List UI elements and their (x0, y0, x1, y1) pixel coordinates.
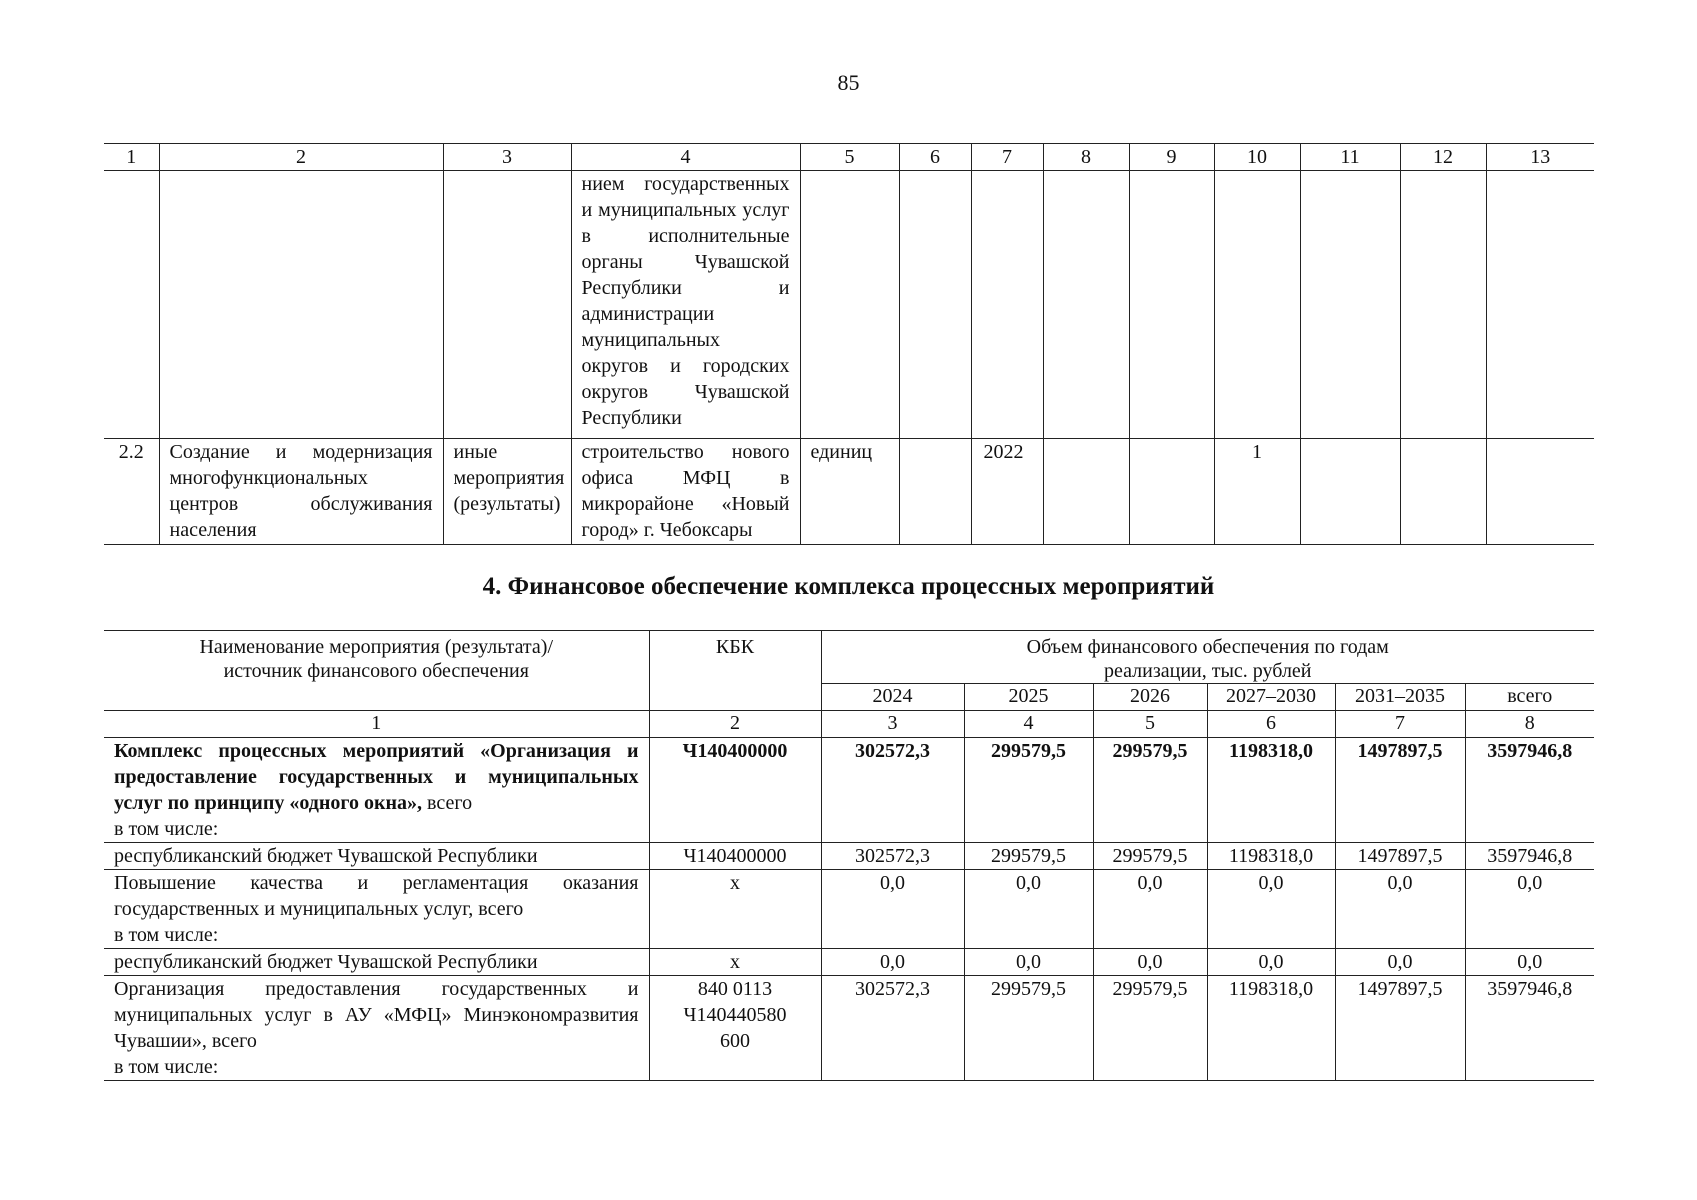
table1-header-cell: 4 (571, 144, 800, 171)
row-name: республиканский бюджет Чувашской Республики (104, 949, 649, 976)
row-kbk: Ч140400000 (649, 738, 821, 843)
value-total: 3597946,8 (1465, 843, 1594, 870)
row-name-tail: всего (422, 792, 473, 814)
table1-header-cell: 5 (800, 144, 899, 171)
row-name: республиканский бюджет Чувашской Республики (104, 843, 649, 870)
indicators-table (104, 143, 1594, 545)
row-kbk (649, 976, 821, 1081)
value-2031-2035: 0,0 (1335, 870, 1465, 949)
header-volume: Объем финансового обеспечения по годам реализации, тыс. рублей (821, 631, 1594, 684)
row-name (104, 738, 649, 843)
value-2031-2035: 1497897,5 (1335, 738, 1465, 843)
value-col10: 1 (1214, 439, 1300, 545)
header-name: Наименование мероприятия (результата)/ источник финансового обеспечения (104, 631, 649, 711)
table1-header-cell: 8 (1043, 144, 1129, 171)
index-cell: 1 (104, 711, 649, 738)
year-header: 2026 (1093, 684, 1207, 711)
value-2024: 0,0 (821, 949, 964, 976)
index-cell: 4 (964, 711, 1093, 738)
unit: единиц (800, 439, 899, 545)
value-2031-2035: 1497897,5 (1335, 976, 1465, 1081)
year-header: всего (1465, 684, 1594, 711)
table2-index-row (104, 711, 1594, 738)
value-2026: 0,0 (1093, 949, 1207, 976)
row-name (104, 976, 649, 1081)
value-2025: 0,0 (964, 870, 1093, 949)
row-number: 2.2 (104, 439, 159, 545)
value-2024: 0,0 (821, 870, 964, 949)
row-name-bold: Комплекс процессных мероприятий «Организация и предоставление государственных и муниципальных услуг по принципу «одного окна», (114, 740, 639, 814)
cell-col11 (1300, 439, 1400, 545)
kbk-line: 840 0113 (697, 978, 773, 1000)
value-2031-2035: 0,0 (1335, 949, 1465, 976)
table1-header-cell: 12 (1400, 144, 1486, 171)
table1-header-cell: 10 (1214, 144, 1300, 171)
value-2024: 302572,3 (821, 738, 964, 843)
value-2025: 0,0 (964, 949, 1093, 976)
value-2027-2030: 0,0 (1207, 870, 1335, 949)
index-cell: 8 (1465, 711, 1594, 738)
value-2027-2030: 1198318,0 (1207, 843, 1335, 870)
table1-row-2-2 (104, 439, 1594, 545)
value-2026: 299579,5 (1093, 738, 1207, 843)
table-row (104, 870, 1594, 949)
table1-header-cell: 13 (1486, 144, 1594, 171)
table1-header-cell: 11 (1300, 144, 1400, 171)
kbk-line: Ч140440580 (683, 1004, 787, 1026)
table1-header-row (104, 144, 1594, 171)
year-header: 2027–2030 (1207, 684, 1335, 711)
cell-col9 (1129, 439, 1214, 545)
year-header: 2025 (964, 684, 1093, 711)
event-type: иные мероприятия (результаты) (443, 439, 571, 545)
event-name: Создание и модернизация многофункциональных центров обслуживания населения (159, 439, 443, 545)
value-2031-2035: 1497897,5 (1335, 843, 1465, 870)
index-cell: 2 (649, 711, 821, 738)
row-name-sub: в том числе: (114, 818, 219, 840)
value-total: 0,0 (1465, 949, 1594, 976)
row-kbk: Ч140400000 (649, 843, 821, 870)
table2-header-row (104, 631, 1594, 684)
value-2027-2030: 0,0 (1207, 949, 1335, 976)
continuation-cell-text: нием государственных и муниципальных услуг в исполнительные органы Чувашской Республики и администрации муниципальных округов и городских округов Чувашской Республики (571, 171, 800, 439)
row-kbk: x (649, 949, 821, 976)
value-2026: 299579,5 (1093, 843, 1207, 870)
base-year: 2022 (971, 439, 1043, 545)
value-total: 0,0 (1465, 870, 1594, 949)
value-2027-2030: 1198318,0 (1207, 738, 1335, 843)
table-row (104, 843, 1594, 870)
row-kbk: x (649, 870, 821, 949)
kbk-line: 600 (720, 1030, 750, 1052)
header-kbk: КБК (649, 631, 821, 711)
result-description: строительство нового офиса МФЦ в микрорайоне «Новый город» г. Чебоксары (571, 439, 800, 545)
cell-col6 (899, 439, 971, 545)
index-cell: 6 (1207, 711, 1335, 738)
value-2024: 302572,3 (821, 976, 964, 1081)
value-2025: 299579,5 (964, 738, 1093, 843)
cell-col12 (1400, 439, 1486, 545)
table1-header-cell: 2 (159, 144, 443, 171)
value-total: 3597946,8 (1465, 738, 1594, 843)
row-name-sub: в том числе: (114, 924, 219, 946)
table1-continuation-row (104, 171, 1594, 439)
year-header: 2031–2035 (1335, 684, 1465, 711)
table1-header-cell: 1 (104, 144, 159, 171)
index-cell: 3 (821, 711, 964, 738)
value-2025: 299579,5 (964, 976, 1093, 1081)
table1-header-cell: 7 (971, 144, 1043, 171)
value-2026: 299579,5 (1093, 976, 1207, 1081)
financing-table (104, 630, 1594, 1081)
table-row (104, 949, 1594, 976)
value-2025: 299579,5 (964, 843, 1093, 870)
section-title: 4. Финансовое обеспечение комплекса процессных мероприятий (482, 573, 1215, 600)
value-2027-2030: 1198318,0 (1207, 976, 1335, 1081)
table1-header-cell: 3 (443, 144, 571, 171)
cell-col8 (1043, 439, 1129, 545)
table1-header-cell: 9 (1129, 144, 1214, 171)
value-2026: 0,0 (1093, 870, 1207, 949)
row-name-main: Организация предоставления государственных и муниципальных услуг в АУ «МФЦ» Минэкономразвития Чувашии», всего (114, 978, 639, 1052)
row-name (104, 870, 649, 949)
table1-header-cell: 6 (899, 144, 971, 171)
year-header: 2024 (821, 684, 964, 711)
index-cell: 5 (1093, 711, 1207, 738)
value-total: 3597946,8 (1465, 976, 1594, 1081)
table-row (104, 738, 1594, 843)
row-name-sub: в том числе: (114, 1056, 219, 1078)
row-name-main: Повышение качества и регламентация оказания государственных и муниципальных услуг, всего (114, 872, 639, 920)
table-row (104, 976, 1594, 1081)
index-cell: 7 (1335, 711, 1465, 738)
page-number: 85 (837, 70, 860, 95)
value-2024: 302572,3 (821, 843, 964, 870)
cell-col13 (1486, 439, 1594, 545)
